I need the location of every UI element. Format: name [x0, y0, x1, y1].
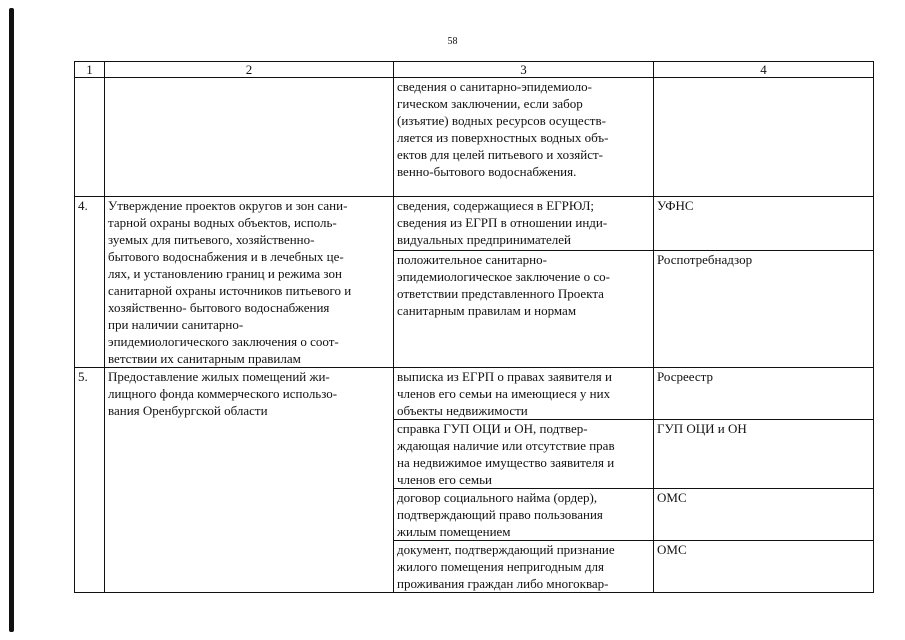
header-row — [75, 62, 874, 78]
table-row-5-item-1 — [75, 368, 874, 420]
document-cell: сведения о санитарно-эпидемиоло- гическом заключении, если забор (изъятие) водных ресурсов осуществ- ляется из поверхностных водных объ- ектов для целей питьевого и хозяйст- венно-бытового водоснабжения. — [394, 78, 654, 197]
document-cell: документ, подтверждающий признание жилого помещения непригодным для проживания граждан либо многоквар- — [394, 541, 654, 593]
agency-cell: Роспотребнадзор — [654, 250, 874, 367]
row-number-cell: 5. — [75, 368, 105, 593]
table-header — [75, 62, 874, 78]
row-number-cell — [75, 78, 105, 197]
agency-cell: УФНС — [654, 197, 874, 251]
document-cell: сведения, содержащиеся в ЕГРЮЛ; сведения из ЕГРП в отношении инди- видуальных предпринимателей — [394, 197, 654, 251]
service-cell: Предоставление жилых помещений жи- лищного фонда коммерческого использо- вания Оренбургской области — [105, 368, 394, 593]
scan-edge-mark — [9, 8, 14, 632]
header-col-1: 1 — [75, 62, 105, 78]
table-row-continuation — [75, 78, 874, 197]
header-col-3: 3 — [394, 62, 654, 78]
document-cell: положительное санитарно- эпидемиологическое заключение о со- ответствии представленного Проекта санитарным правилам и нормам — [394, 250, 654, 367]
table-body — [75, 78, 874, 593]
header-col-4: 4 — [654, 62, 874, 78]
header-col-2: 2 — [105, 62, 394, 78]
agency-cell — [654, 78, 874, 197]
service-cell — [105, 78, 394, 197]
agency-cell: Росреестр — [654, 368, 874, 420]
document-cell: справка ГУП ОЦИ и ОН, подтвер- ждающая наличие или отсутствие прав на недвижимое имущество заявителя и членов его семьи — [394, 420, 654, 489]
row-number-cell: 4. — [75, 197, 105, 368]
agency-cell: ГУП ОЦИ и ОН — [654, 420, 874, 489]
agency-cell: ОМС — [654, 489, 874, 541]
page-number: 58 — [447, 36, 458, 47]
document-cell: договор социального найма (ордер), подтверждающий право пользования жилым помещением — [394, 489, 654, 541]
services-table — [74, 61, 874, 593]
document-cell: выписка из ЕГРП о правах заявителя и членов его семьи на имеющиеся у них объекты недвижимости — [394, 368, 654, 420]
table-row-4-item-1 — [75, 197, 874, 251]
agency-cell: ОМС — [654, 541, 874, 593]
service-cell: Утверждение проектов округов и зон сани- тарной охраны водных объектов, исполь- зуемых для питьевого, хозяйственно- бытового водоснабжения и в лечебных це- лях, и установлению границ и режима зон санитарной охраны источников питьевого и хозяйственно- бытового водоснабжения при наличии санитарно- эпидемиологического заключения о соот- ветствии их санитарным правилам — [105, 197, 394, 368]
